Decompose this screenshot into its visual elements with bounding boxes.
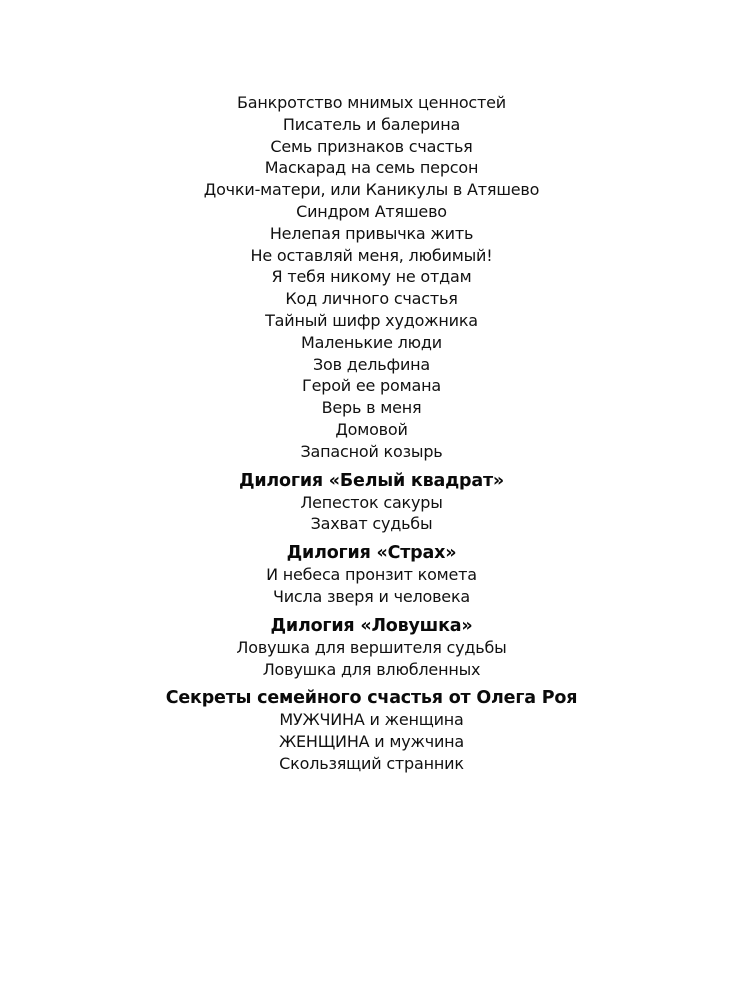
series-fear-titles [0, 564, 743, 608]
book-title: ЖЕНЩИНА и мужчина [278, 732, 465, 752]
book-title: Лепесток сакуры [300, 492, 443, 512]
book-title: Домовой [335, 419, 408, 439]
book-title: Верь в меня [321, 398, 422, 418]
book-title: Герой ее романа [302, 376, 441, 396]
book-title: Числа зверя и человека [272, 586, 471, 606]
book-title: Запасной козырь [300, 441, 443, 461]
series-heading-trap: Дилогия «Ловушка» [270, 615, 473, 636]
book-title: Дочки-матери, или Каникулы в Атяшево [203, 180, 540, 200]
book-title: Я тебя никому не отдам [271, 267, 472, 287]
book-title: Маленькие люди [301, 332, 442, 352]
series-white-square-titles [0, 492, 743, 536]
book-title: Код личного счастья [285, 289, 458, 309]
book-title: И небеса пронзит комета [266, 565, 477, 585]
book-title: Ловушка для вершителя судьбы [236, 637, 507, 657]
series-heading-fear: Дилогия «Страх» [286, 543, 457, 564]
book-title: Семь признаков счастья [270, 136, 473, 156]
book-title: Ловушка для влюбленных [262, 659, 481, 679]
series-heading-family-secrets: Секреты семейного счастья от Олега Роя [165, 688, 578, 709]
series-family-secrets-titles [0, 709, 743, 774]
book-title: Банкротство мнимых ценностей [237, 93, 506, 112]
book-title: Нелепая привычка жить [269, 223, 474, 243]
book-title: Не оставляй меня, любимый! [250, 245, 493, 265]
book-title: Маскарад на семь персон [264, 158, 479, 178]
book-title: Синдром Атяшево [296, 201, 447, 221]
book-title: Писатель и балерина [282, 114, 461, 134]
book-title: Тайный шифр художника [265, 310, 478, 330]
book-title: Захват судьбы [310, 514, 433, 534]
bibliography-list [0, 92, 743, 775]
standalone-titles [0, 92, 743, 463]
series-heading-white-square: Дилогия «Белый квадрат» [238, 470, 504, 491]
book-title: МУЖЧИНА и женщина [279, 710, 464, 730]
series-trap-titles [0, 637, 743, 681]
book-title: Скользящий странник [279, 753, 464, 773]
book-title: Зов дельфина [312, 354, 431, 374]
